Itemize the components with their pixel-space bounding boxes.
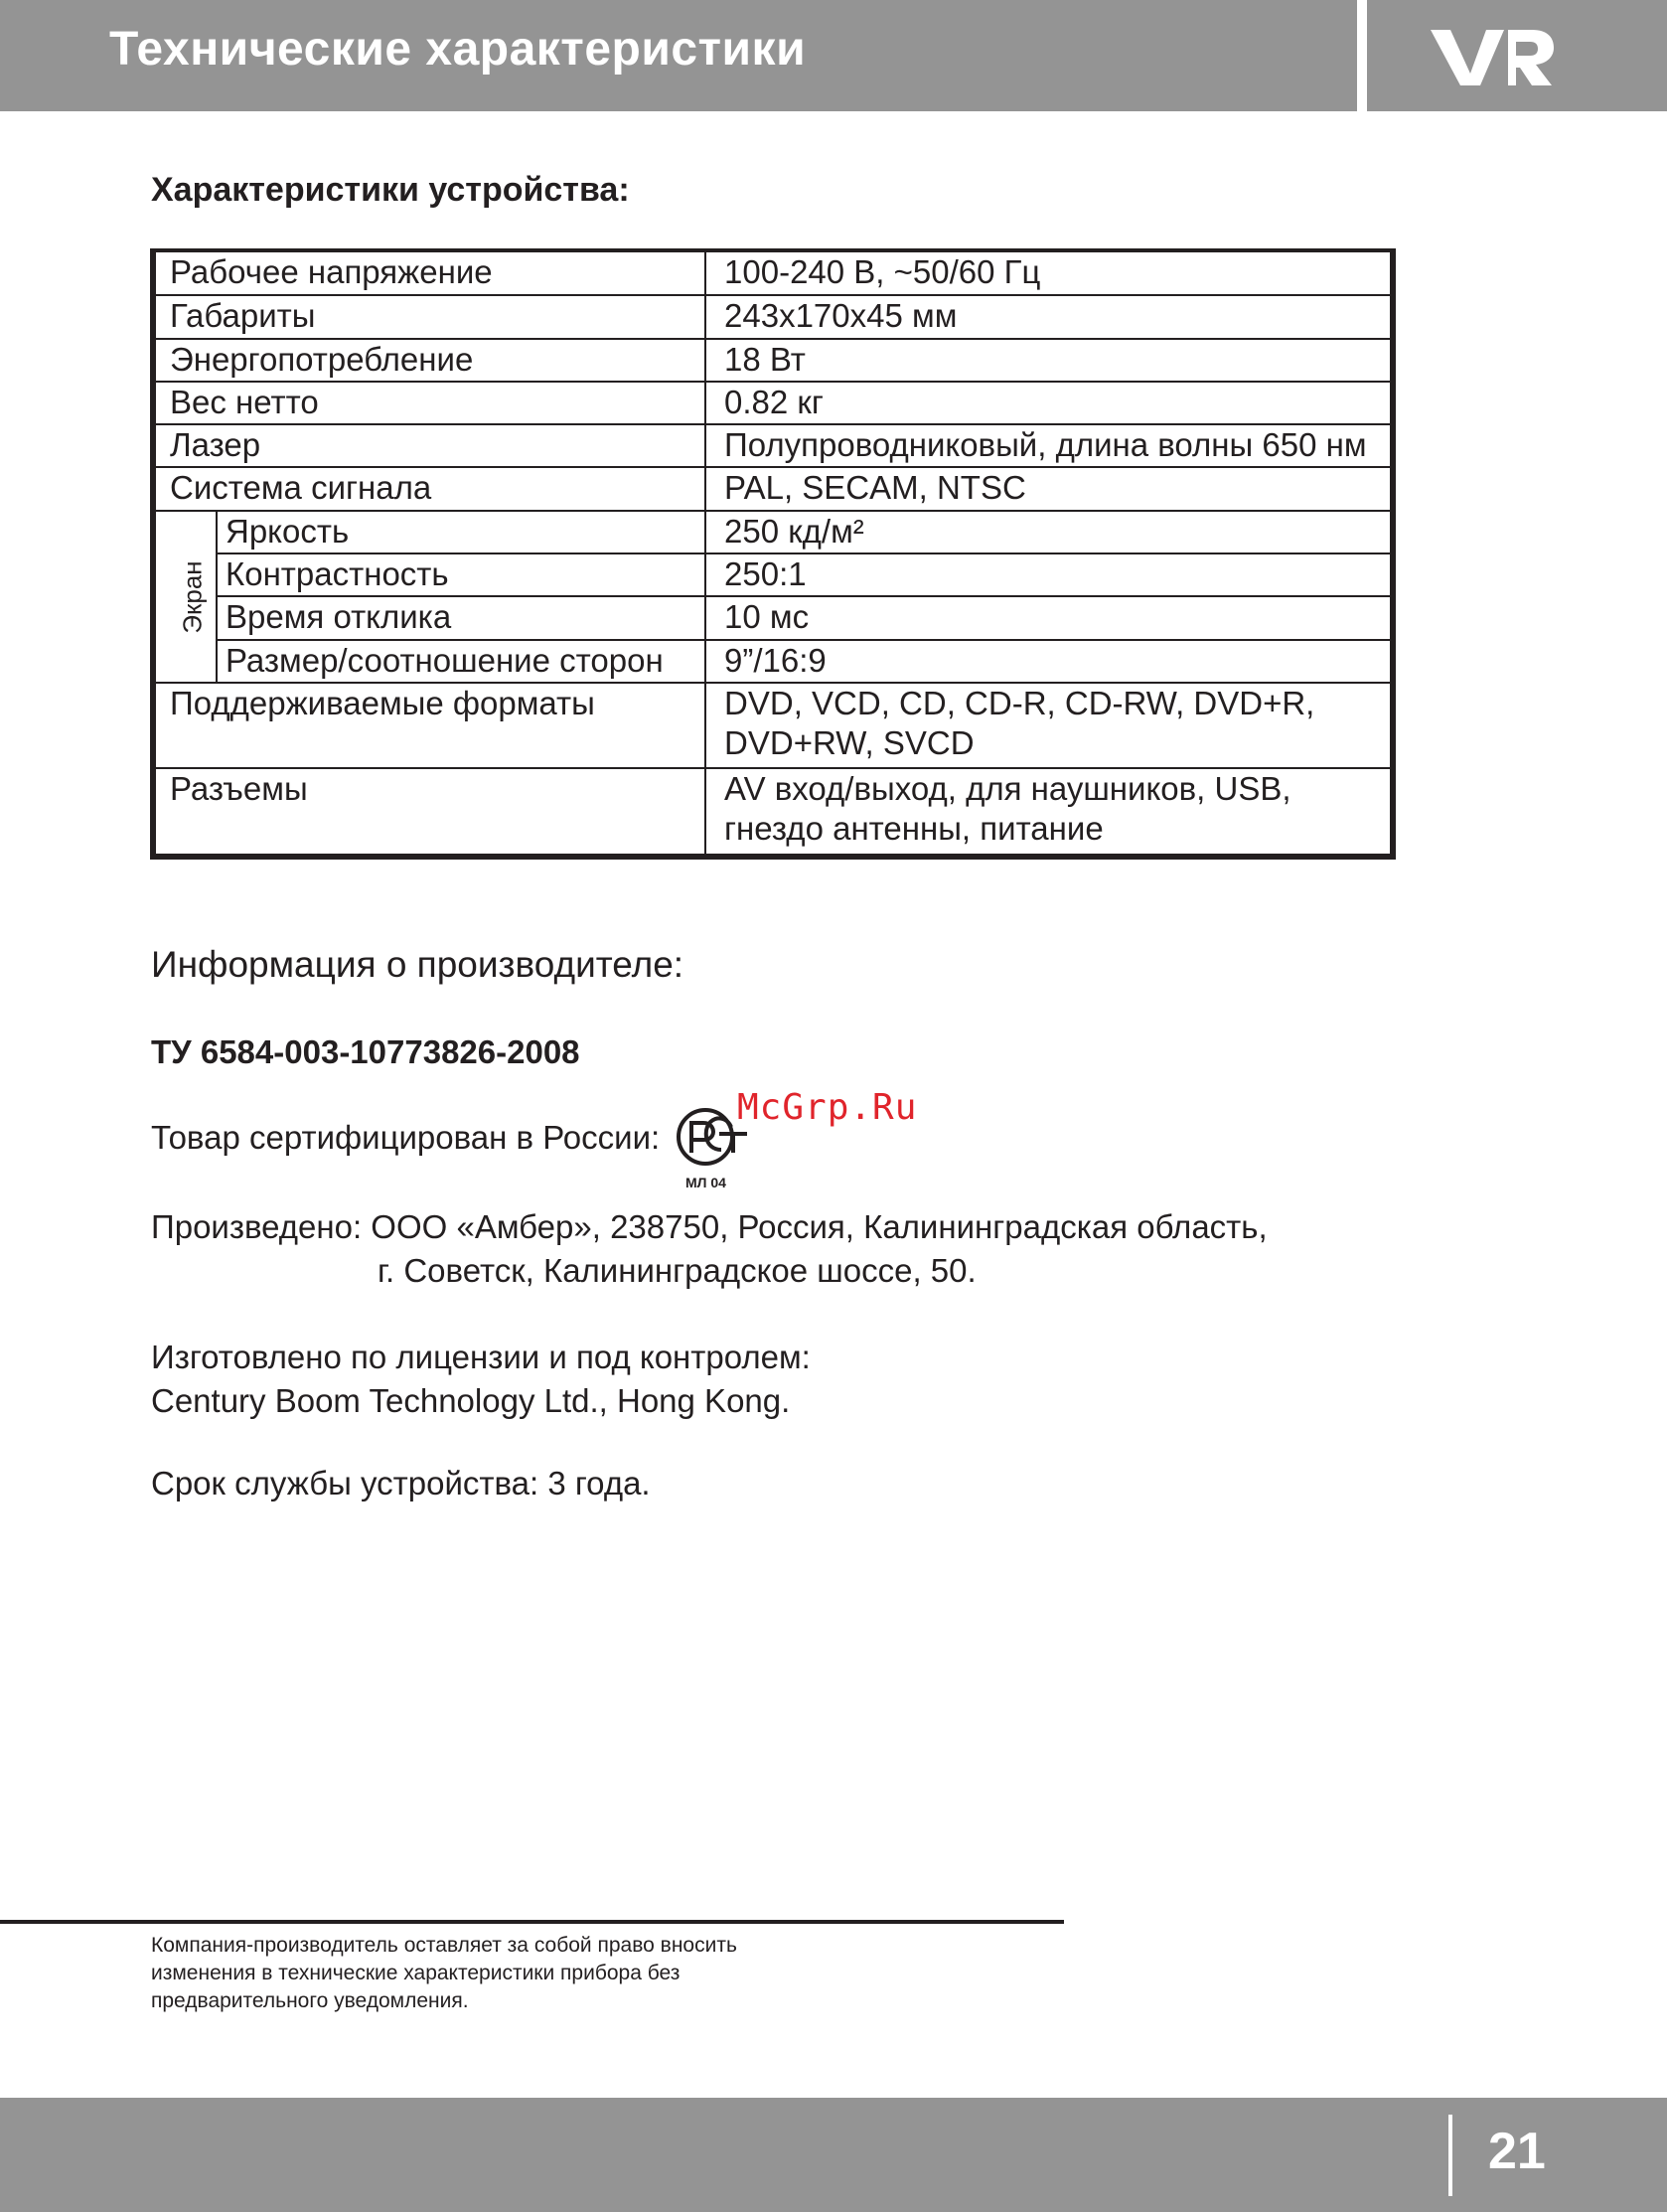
manufacturer-title: Информация о производителе: [151, 944, 684, 985]
producer-line: г. Советск, Калининградское шоссе, 50. [378, 1252, 977, 1289]
license-line: Изготовлено по лицензии и под контролем: [151, 1339, 811, 1375]
table-row [155, 382, 1391, 424]
screen-group-label: Экран [177, 560, 208, 634]
table-row [155, 467, 1391, 510]
tu-number: ТУ 6584-003-10773826-2008 [151, 1033, 580, 1070]
vr-logo-icon [1429, 22, 1556, 91]
header-divider [1357, 0, 1367, 111]
license-line: Century Boom Technology Ltd., Hong Kong. [151, 1382, 791, 1419]
spec-label: Размер/соотношение сторон [217, 640, 705, 683]
spec-label: Энергопотребление [155, 339, 705, 382]
spec-value-line: DVD, VCD, CD, CD-R, CD-RW, DVD+R, [724, 684, 1315, 721]
header-bar [0, 0, 1667, 111]
page-title: Технические характеристики [109, 23, 807, 76]
page-number: 21 [1488, 2123, 1546, 2180]
spec-value: 0.82 кг [705, 382, 1391, 424]
watermark: McGrp.Ru [737, 1087, 918, 1128]
specs-table [150, 248, 1396, 860]
spec-label: Габариты [155, 295, 705, 338]
spec-label: Рабочее напряжение [155, 252, 705, 295]
specs-title: Характеристики устройства: [151, 171, 630, 209]
license-info [151, 1336, 811, 1423]
page-number-divider [1448, 2115, 1452, 2196]
spec-value: 250 кд/м² [705, 511, 1391, 553]
spec-value: PAL, SECAM, NTSC [705, 467, 1391, 510]
table-row [155, 640, 1391, 683]
spec-label: Система сигнала [155, 467, 705, 510]
table-row [155, 424, 1391, 467]
spec-value: Полупроводниковый, длина волны 650 нм [705, 424, 1391, 467]
table-row [155, 768, 1391, 855]
table-row [155, 511, 1391, 553]
producer-info [151, 1205, 1268, 1293]
spec-value: 243x170x45 мм [705, 295, 1391, 338]
spec-value-line: DVD+RW, SVCD [724, 723, 975, 761]
table-row [155, 553, 1391, 596]
certification-text: Товар сертифицирован в России: [151, 1119, 661, 1156]
disclaimer: Компания-производитель оставляет за собой право вносить изменения в технические характеристики прибора без предварительного уведомления. [151, 1934, 737, 2012]
spec-value [705, 683, 1391, 769]
table-row [155, 252, 1391, 295]
spec-value: 9”/16:9 [705, 640, 1391, 683]
table-row [155, 683, 1391, 769]
spec-label: Вес нетто [155, 382, 705, 424]
spec-value: 100-240 В, ~50/60 Гц [705, 252, 1391, 295]
spec-label: Контрастность [217, 553, 705, 596]
producer-line: Произведено: ООО «Амбер», 238750, Россия, Калининградская область, [151, 1208, 1268, 1245]
table-row [155, 596, 1391, 639]
spec-value [705, 768, 1391, 855]
spec-value: 250:1 [705, 553, 1391, 596]
screen-group-cell [155, 511, 217, 683]
table-row [155, 295, 1391, 338]
spec-value: 10 мс [705, 596, 1391, 639]
spec-label: Поддерживаемые форматы [155, 683, 705, 769]
certification-code: МЛ 04 [685, 1175, 726, 1190]
service-life: Срок службы устройства: 3 года. [151, 1465, 651, 1501]
spec-label: Время отклика [217, 596, 705, 639]
spec-label: Разъемы [155, 768, 705, 855]
table-row [155, 339, 1391, 382]
footer-bar [0, 2098, 1667, 2212]
footer-divider [0, 1920, 1064, 1924]
spec-value-line: AV вход/выход, для наушников, USB, [724, 770, 1291, 808]
spec-label: Яркость [217, 511, 705, 553]
spec-label: Лазер [155, 424, 705, 467]
spec-value-line: гнездо антенны, питание [724, 810, 1104, 848]
spec-value: 18 Вт [705, 339, 1391, 382]
